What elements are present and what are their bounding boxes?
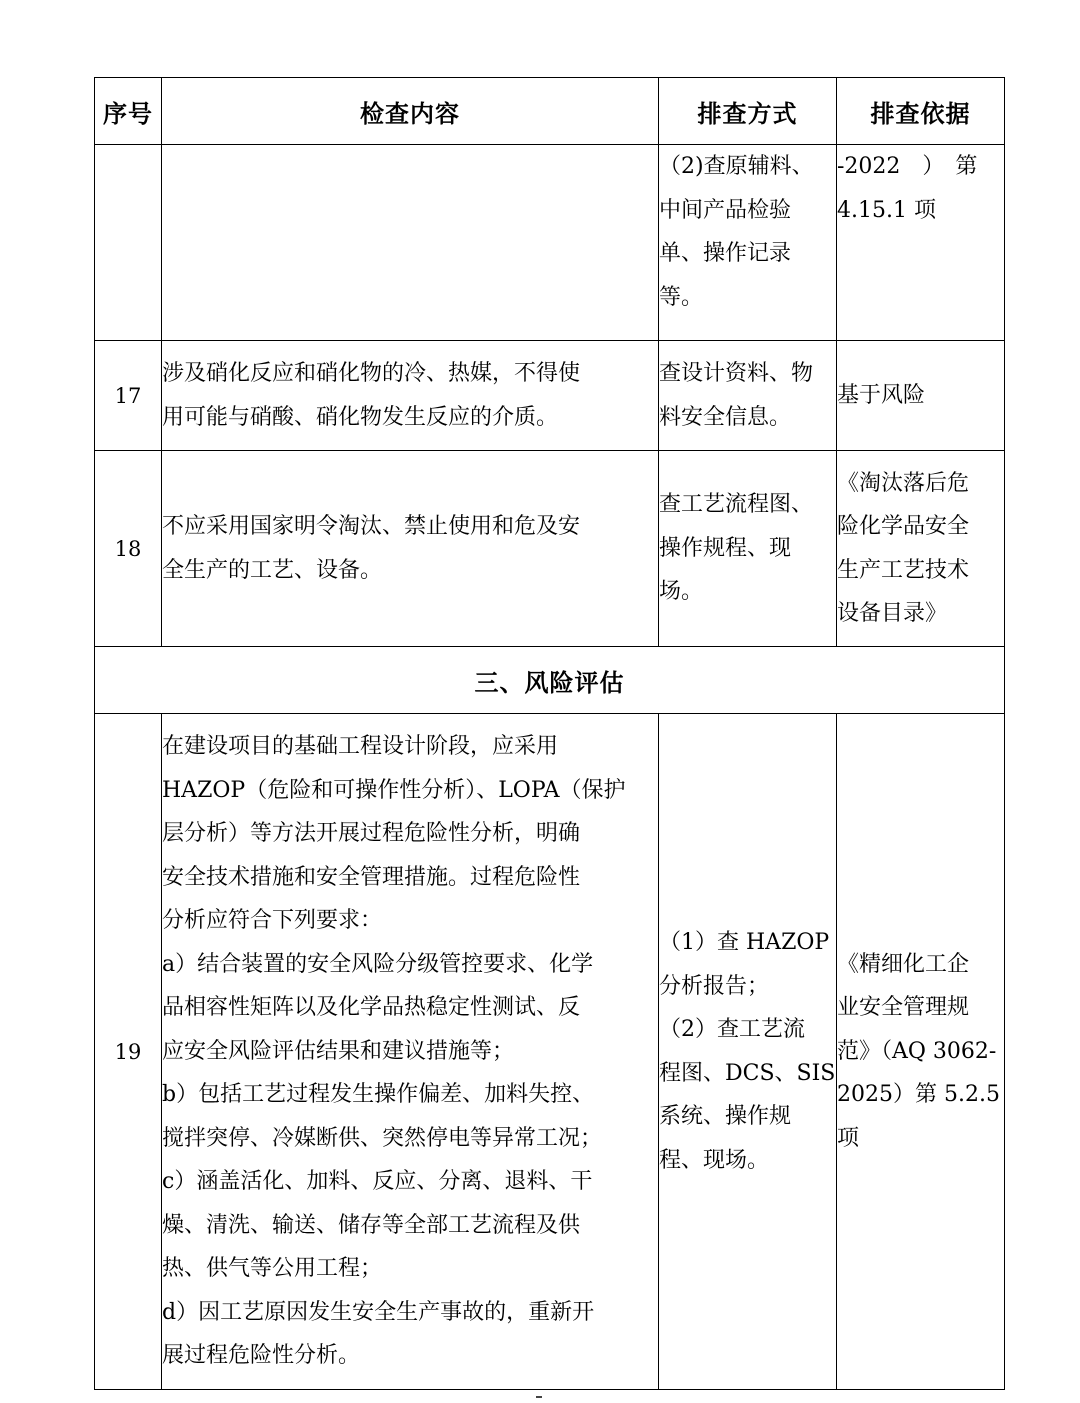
row-content: 涉及硝化反应和硝化物的冷、热媒，不得使 用可能与硝酸、硝化物发生反应的介质。 (162, 341, 659, 451)
section-title: 三、风险评估 (95, 647, 1005, 714)
row-basis: 《淘汰落后危 险化学品安全 生产工艺技术 设备目录》 (837, 451, 1005, 647)
table-row (95, 451, 1005, 647)
page-marker (536, 1396, 542, 1398)
row-content (162, 145, 659, 341)
row-serial: 19 (95, 714, 162, 1390)
row-content: 不应采用国家明令淘汰、禁止使用和危及安 全生产的工艺、设备。 (162, 451, 659, 647)
row-method: （2)查原辅料、 中间产品检验 单、操作记录 等。 (659, 145, 837, 341)
header-basis: 排查依据 (837, 78, 1005, 145)
row-basis: 基于风险 (837, 341, 1005, 451)
header-content: 检查内容 (162, 78, 659, 145)
table-row (95, 714, 1005, 1390)
section-row (95, 647, 1005, 714)
row-basis: -2022 ） 第 4.15.1 项 (837, 145, 1005, 341)
row-basis: 《精细化工企 业安全管理规 范》（AQ 3062- 2025）第 5.2.5 项 (837, 714, 1005, 1390)
header-method: 排查方式 (659, 78, 837, 145)
row-serial: 18 (95, 451, 162, 647)
table-header-row (95, 78, 1005, 145)
row-serial: 17 (95, 341, 162, 451)
row-method: （1）查 HAZOP 分析报告； （2）查工艺流 程图、DCS、SIS 系统、操作规 程、现场。 (659, 714, 837, 1390)
table-row (95, 145, 1005, 341)
table-row (95, 341, 1005, 451)
row-serial (95, 145, 162, 341)
row-method: 查设计资料、物 料安全信息。 (659, 341, 837, 451)
inspection-table (94, 77, 1005, 1390)
row-content: 在建设项目的基础工程设计阶段，应采用 HAZOP（危险和可操作性分析）、LOPA（保护 层分析）等方法开展过程危险性分析，明确 安全技术措施和安全管理措施。过程危险性 分析应符合下列要求： a）结合装置的安全风险分级管控要求、化学 品相容性矩阵以及化学品热稳定性测试、反 应安全风险评估结果和建议措施等； b）包括工艺过程发生操作偏差、加料失控、 搅拌突停、冷媒断供、突然停电等异常工况； c）涵盖活化、加料、反应、分离、退料、干 燥、清洗、输送、储存等全部工艺流程及供 热、供气等公用工程； d）因工艺原因发生安全生产事故的，重新开 展过程危险性分析。 (162, 714, 659, 1390)
header-serial: 序号 (95, 78, 162, 145)
row-method: 查工艺流程图、 操作规程、现 场。 (659, 451, 837, 647)
